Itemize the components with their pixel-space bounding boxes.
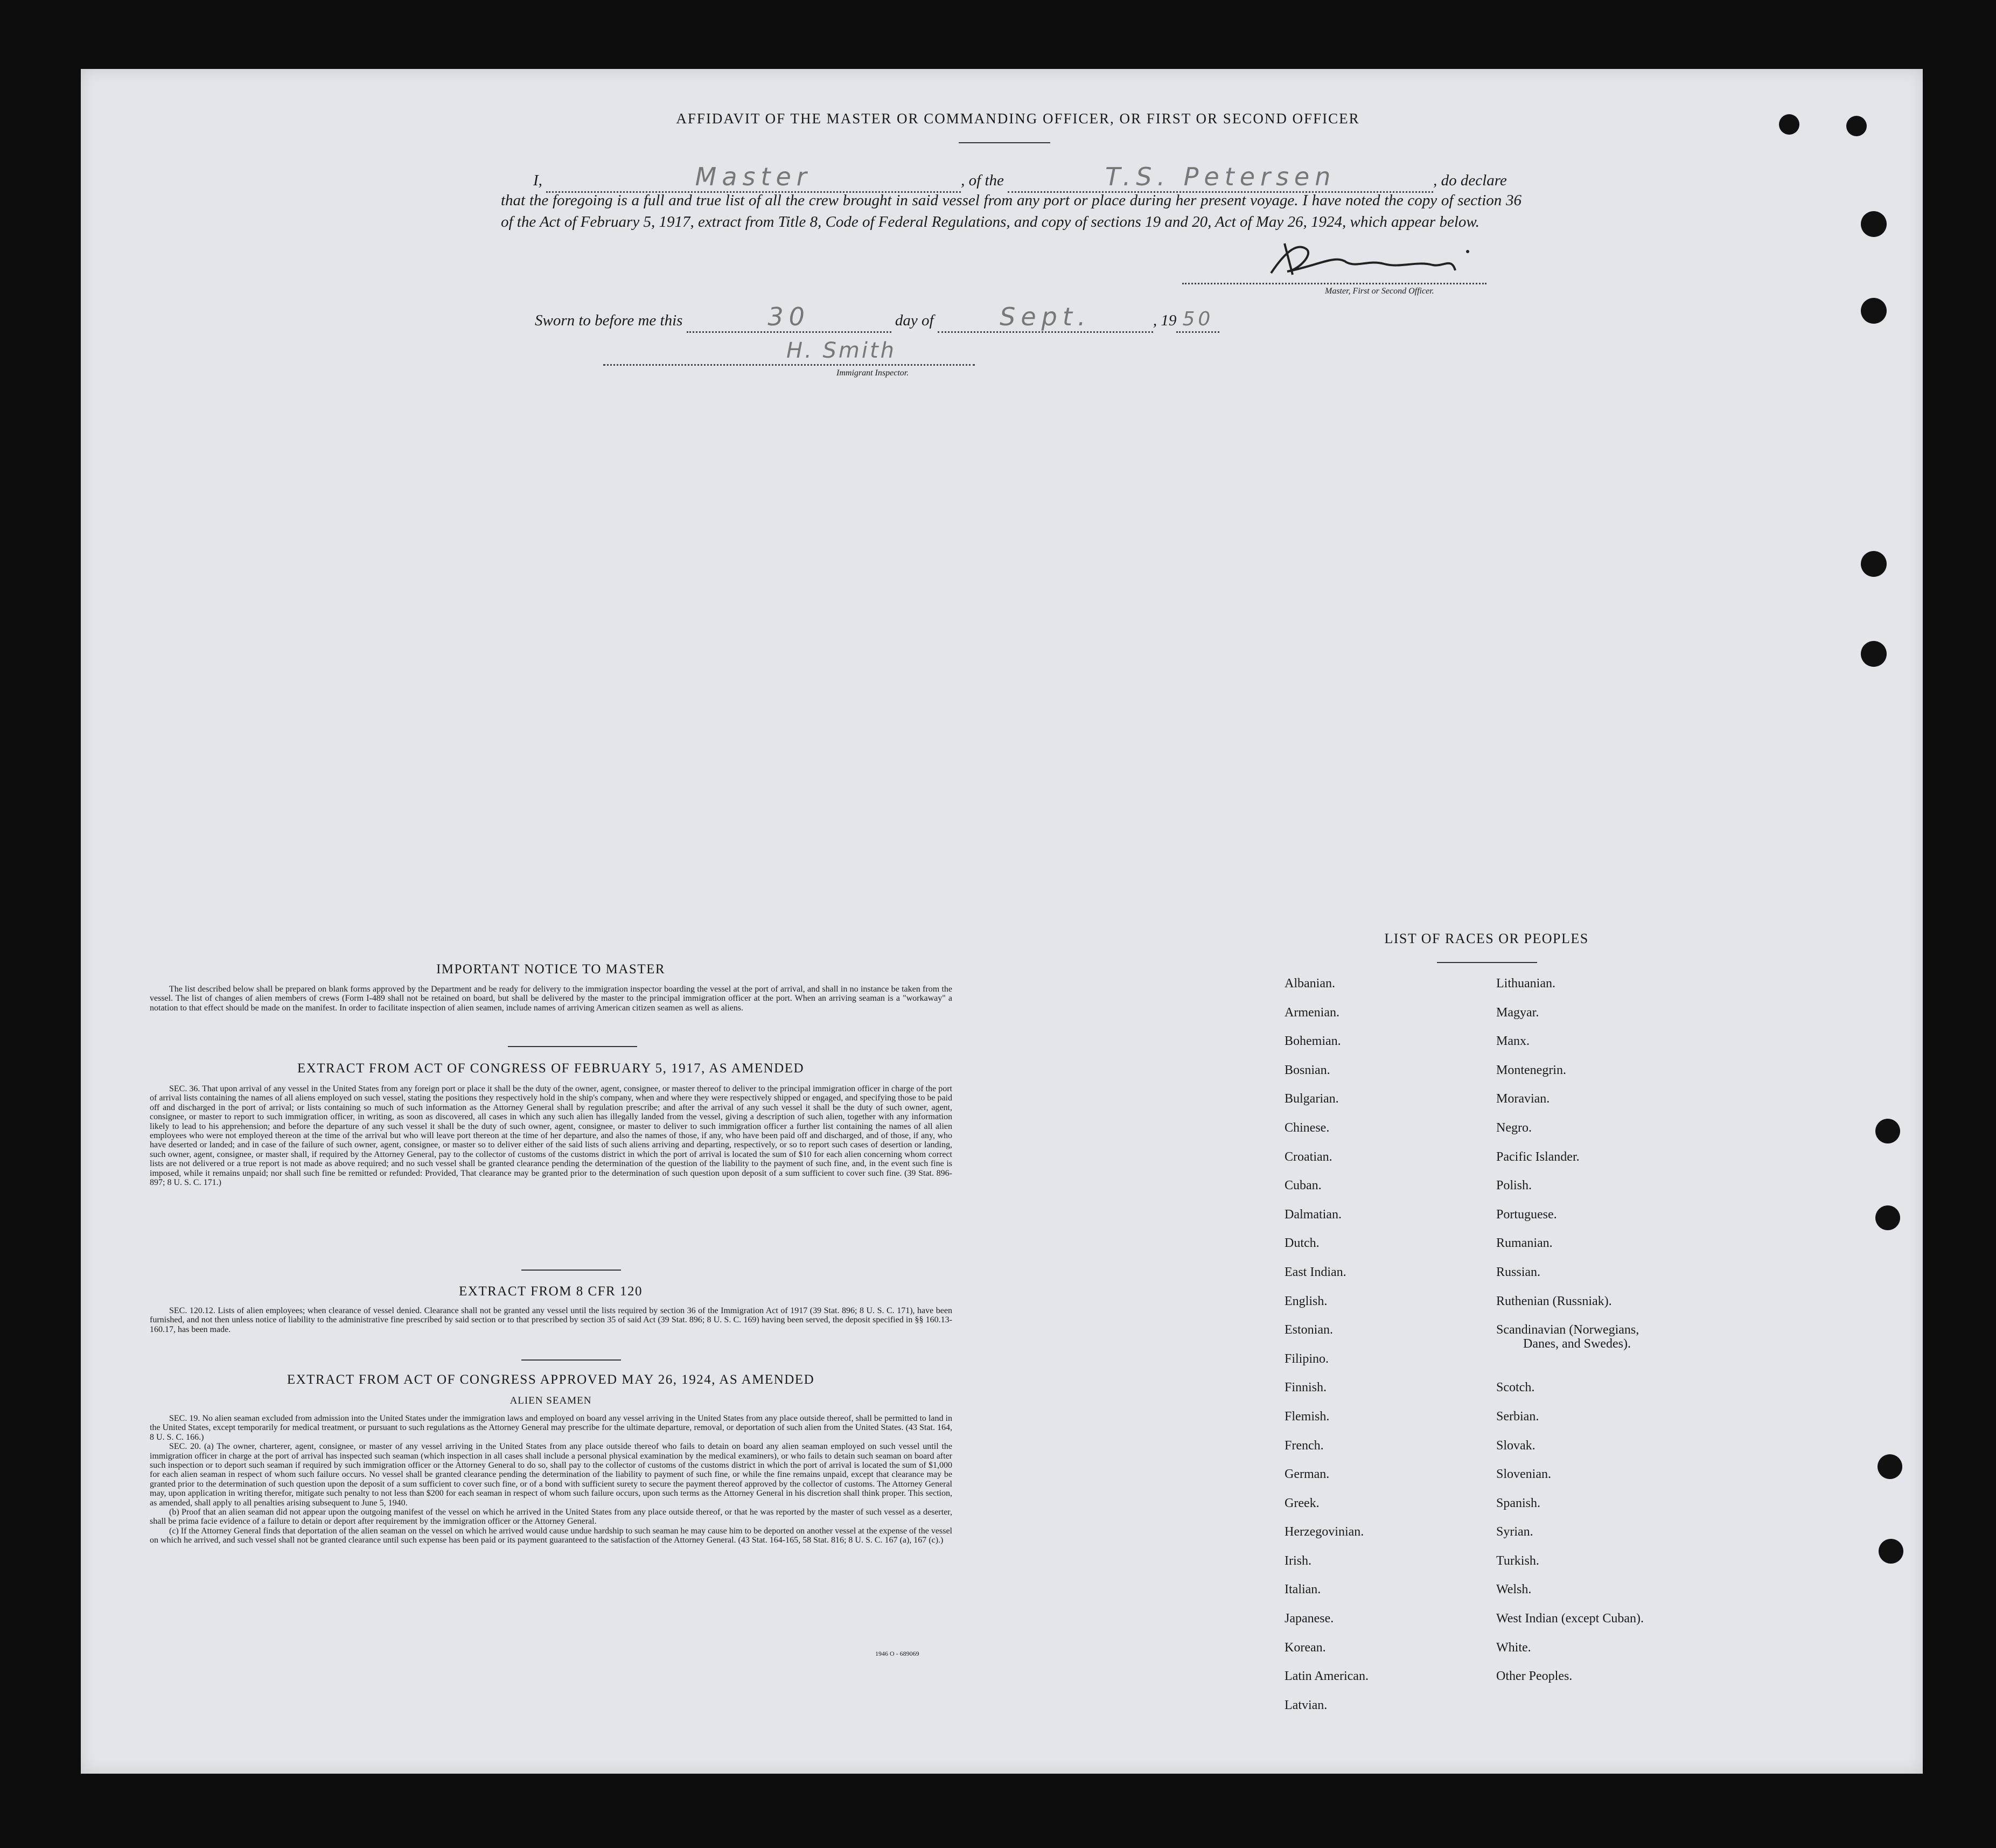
section-divider <box>508 1046 637 1047</box>
print-code: 1946 O - 689069 <box>875 1650 919 1657</box>
extract-1924-title: EXTRACT FROM ACT OF CONGRESS APPROVED MAY 26, 1924, AS AMENDED <box>287 1372 815 1387</box>
year-value: 50 <box>1182 308 1214 330</box>
year-field <box>1176 309 1219 333</box>
race-item: German. <box>1285 1467 1330 1482</box>
race-item: Japanese. <box>1285 1612 1334 1626</box>
vessel-field <box>1008 162 1433 193</box>
race-item: Scotch. <box>1496 1380 1535 1395</box>
race-item: Rumanian. <box>1496 1236 1553 1251</box>
race-item: Armenian. <box>1285 1005 1339 1020</box>
race-item: Welsh. <box>1496 1582 1532 1597</box>
extract-cfr-title: EXTRACT FROM 8 CFR 120 <box>459 1284 643 1299</box>
race-item: Herzegovinian. <box>1285 1525 1364 1539</box>
extract-1917-text: SEC. 36. That upon arrival of any vessel in the United States from any foreign port or place it shall be the duty of the owner, agent, consignee, or master thereof to deliver to the principal immigration officer in charge of the port of arrival lists containing the names of all aliens employed on such vessel, stating the positions they respectively hold in the ship's company, when and where they were respectively shipped or engaged, and specifying those to be paid off and discharged in the port of arrival; or lists containing so much of such information as the Attorney General shall by regulation prescribe; and after the arrival of any such vessel it shall be the duty of such owner, agent, consignee, or master to report to such immigration officer, in writing, as soon as discovered, all cases in which any such alien has illegally landed from the vessel, giving a description of such alien, together with any information likely to lead to his apprehension; and before the departure of any such vessel it shall be the duty of such owner, agent, consignee, or master to deliver to such immigration officer a further list containing the names of all alien employees who were not employed thereon at the time of the arrival but who will leave port thereon at the time of her departure, and also the names of those, if any, who have been paid off and discharged, and of those, if any, who have deserted or landed; and in case of the failure of such owner, agent, consignee, or master so to deliver either of the said lists of such aliens arriving and departing, respectively, or so to report such cases of desertion or landing, such owner, agent, consignee, or master shall, if required by the Attorney General, pay to the collector of customs of the customs district in which the port of arrival is located the sum of $10 for each alien concerning whom correct lists are not delivered or a true report is not made as above required; and no such vessel shall be granted clearance pending the determination of the question of the liability to the payment of such fine, and, in the event such fine is imposed, while it remains unpaid; nor shall such fine be remitted or refunded: Provided, That clearance may be granted prior to the determination of such question upon deposit of a sum sufficient to cover such fine. (39 Stat. 896-897; 8 U. S. C. 171.) <box>150 1084 952 1188</box>
race-item: Estonian. <box>1285 1323 1333 1337</box>
race-item-line: Danes, and Swedes). <box>1523 1337 1631 1351</box>
race-item: Bohemian. <box>1285 1034 1341 1049</box>
race-item: West Indian (except Cuban). <box>1496 1612 1644 1626</box>
race-item: Dalmatian. <box>1285 1207 1342 1222</box>
race-item: Ruthenian (Russniak). <box>1496 1294 1612 1308</box>
race-item: Magyar. <box>1496 1005 1539 1020</box>
race-item: Chinese. <box>1285 1120 1330 1135</box>
race-item-line: Scandinavian (Norwegians, <box>1496 1323 1639 1337</box>
punch-hole <box>1846 116 1867 136</box>
notice-title: IMPORTANT NOTICE TO MASTER <box>436 962 666 977</box>
race-item: Finnish. <box>1285 1380 1327 1395</box>
sec-19-text: SEC. 19. No alien seaman excluded from admission into the United States under the immigration laws and employed on board any vessel arriving in the United States from any place outside thereof, shall be permitted to land in the United States, except temporarily for medical treatment, or pursuant to such regulations as the Attorney General may prescribe for the ultimate departure, removal, or deportation of such alien from the United States. (43 Stat. 164, 8 U. S. C. 166.) <box>150 1414 952 1442</box>
sworn-label: Sworn to before me this <box>535 312 683 329</box>
inspector-signature: H. Smith <box>786 338 897 363</box>
punch-hole <box>1861 551 1887 577</box>
rank-field <box>546 162 961 193</box>
month-value: Sept. <box>1000 302 1091 331</box>
race-item: Serbian. <box>1496 1409 1539 1424</box>
declaration-text: that the foregoing is a full and true list of all the crew brought in said vessel from any port or place during her present voyage. I have noted the copy of section 36 of the Act of February 5, 1917, extract from Title 8, Code of Federal Regulations, and copy of sections 19 and 20, Act of May 26, 1924, which appear below. <box>501 192 1522 231</box>
race-item: Bulgarian. <box>1285 1092 1339 1106</box>
punch-hole <box>1861 211 1887 237</box>
notice-text: The list described below shall be prepared on blank forms approved by the Department and be ready for delivery to the immigration inspector boarding the vessel at the port of arrival, and shall in no instance be taken from the vessel. The list of changes of alien members of crews (Form I-489 shall not be retained on board, but shall be delivered by the master to the principal immigration officer at the port. When an arriving seaman is a "workaway" a notation to that effect should be made on the manifest. In order to facilitate inspection of alien seamen, include names of arriving American citizen seamen as well as aliens. <box>150 985 952 1013</box>
section-divider <box>521 1359 621 1361</box>
race-item: Syrian. <box>1496 1525 1533 1539</box>
race-item <box>1496 1323 1722 1380</box>
sec-20c-text: (c) If the Attorney General finds that deportation of the alien seaman on the vessel on which he arrived would cause undue hardship to such seaman he may cause him to be deported on another vessel at the expense of the vessel on which he arrived, and such vessel shall not be granted clearance until such expense has been paid or its payment guaranteed to the satisfaction of the Attorney General. (43 Stat. 164-165, 58 Stat. 816; 8 U. S. C. 167 (a), 167 (c).) <box>150 1526 952 1545</box>
rank-value: Master <box>695 162 812 191</box>
section-divider <box>521 1270 621 1271</box>
race-item: Filipino. <box>1285 1351 1329 1366</box>
extract-1917-title: EXTRACT FROM ACT OF CONGRESS OF FEBRUARY 5, 1917, AS AMENDED <box>297 1061 805 1076</box>
race-item: Bosnian. <box>1285 1063 1330 1077</box>
race-item: Slovak. <box>1496 1438 1536 1453</box>
race-item: Lithuanian. <box>1496 977 1555 991</box>
punch-hole <box>1861 641 1887 667</box>
title-divider <box>959 142 1050 143</box>
punch-hole <box>1861 298 1887 324</box>
day-value: 30 <box>767 302 810 331</box>
do-declare-label: , do declare <box>1433 172 1507 189</box>
race-item: Cuban. <box>1285 1178 1322 1193</box>
race-item: Flemish. <box>1285 1409 1330 1424</box>
race-item: Moravian. <box>1496 1092 1550 1106</box>
declaration-line <box>533 162 1524 193</box>
punch-hole <box>1875 1205 1900 1230</box>
race-item: Latin American. <box>1285 1669 1369 1684</box>
extract-1924-text <box>150 1414 952 1545</box>
sec-20a-text: SEC. 20. (a) The owner, charterer, agent, consignee, or master of any vessel arriving in the United States from any place outside thereof who fails to detain on board any alien seaman employed on such vessel until the immigration officer in charge at the port of arrival has inspected such seaman (which inspection in all cases shall include a personal physical examination by the medical examiners), or who fails to detain such seaman on board after such inspection or to deport such seaman if required by such immigration officer or the Attorney General to do so, shall pay to the collector of customs of the customs district in which the port of arrival is located the sum of $1,000 for each alien seaman in respect of whom such failure occurs. No vessel shall be granted clearance pending the determination of the liability to payment of such fine, or while the fine remains unpaid, except that clearance may be granted prior to the determination of such question upon the deposit of a sum sufficient to cover such fine, or of a bond with sufficient surety to secure the payment thereof approved by the collector of customs. The Attorney General may, upon application in writing therefor, mitigate such penalty to not less than $200 for each seaman in respect of whom such failure occurs, upon such terms as the Attorney General in his discretion shall think proper. This section, as amended, shall apply to all penalties arising subsequent to June 5, 1940. <box>150 1442 952 1508</box>
extract-cfr-text: SEC. 120.12. Lists of alien employees; when clearance of vessel denied. Clearance shall not be granted any vessel until the lists required by section 36 of the Immigration Act of 1917 (39 Stat. 896; 8 U. S. C. 171), have been furnished, and not then unless notice of liability to the administrative fine prescribed by said section or to that prescribed by section 35 of said Act (39 Stat. 896; 8 U. S. C. 169) having been served, the deposit specified in §§ 160.13-160.17, has been made. <box>150 1306 952 1334</box>
race-item: East Indian. <box>1285 1265 1346 1279</box>
sworn-line <box>535 302 1219 333</box>
day-of-label: day of <box>895 312 934 329</box>
punch-hole <box>1779 114 1799 135</box>
punch-hole <box>1879 1539 1903 1564</box>
race-item: Albanian. <box>1285 977 1335 991</box>
race-item: Korean. <box>1285 1640 1326 1655</box>
race-item: Italian. <box>1285 1582 1321 1597</box>
officer-caption: Master, First or Second Officer. <box>1325 287 1434 296</box>
day-field <box>687 302 891 333</box>
races-title: LIST OF RACES OR PEOPLES <box>1384 931 1589 946</box>
vessel-name: T.S. Petersen <box>1105 162 1336 191</box>
pronoun: I, <box>533 172 542 189</box>
races-right-column <box>1496 977 1722 1698</box>
month-field <box>938 302 1153 333</box>
race-item: English. <box>1285 1294 1328 1308</box>
year-prefix: , 19 <box>1153 312 1177 329</box>
race-item: Croatian. <box>1285 1149 1332 1164</box>
race-item: Irish. <box>1285 1553 1311 1568</box>
officer-signature-line <box>1182 283 1486 284</box>
race-item: Latvian. <box>1285 1698 1328 1712</box>
of-the-label: , of the <box>961 172 1004 189</box>
race-item: Other Peoples. <box>1496 1669 1573 1684</box>
race-item: Spanish. <box>1496 1496 1541 1510</box>
race-item: Manx. <box>1496 1034 1530 1049</box>
alien-seamen-subtitle: ALIEN SEAMEN <box>510 1395 592 1406</box>
races-left-column <box>1285 977 1478 1727</box>
punch-hole <box>1878 1454 1902 1479</box>
inspector-caption: Immigrant Inspector. <box>836 368 909 378</box>
race-item: Slovenian. <box>1496 1467 1551 1482</box>
race-item: French. <box>1285 1438 1324 1453</box>
race-item: Negro. <box>1496 1120 1532 1135</box>
race-item: Polish. <box>1496 1178 1532 1193</box>
sec-20b-text: (b) Proof that an alien seaman did not appear upon the outgoing manifest of the vessel on which he arrived in the United States from any place outside thereof, or that he was reported by the master of such vessel as a deserter, shall be prima facie evidence of a failure to detain or deport after requirement by the immigration officer or the Attorney General. <box>150 1508 952 1526</box>
races-divider <box>1437 962 1537 963</box>
race-item: Pacific Islander. <box>1496 1149 1580 1164</box>
affidavit-title: AFFIDAVIT OF THE MASTER OR COMMANDING OFFICER, OR FIRST OR SECOND OFFICER <box>676 110 1360 127</box>
race-item: Russian. <box>1496 1265 1541 1279</box>
race-item: Montenegrin. <box>1496 1063 1566 1077</box>
race-item: Portuguese. <box>1496 1207 1557 1222</box>
inspector-signature-line <box>603 364 975 366</box>
race-item: Turkish. <box>1496 1553 1539 1568</box>
punch-hole <box>1875 1119 1900 1143</box>
race-item: Dutch. <box>1285 1236 1320 1251</box>
race-item: Greek. <box>1285 1496 1320 1510</box>
master-signature <box>1255 233 1535 281</box>
race-item: White. <box>1496 1640 1531 1655</box>
